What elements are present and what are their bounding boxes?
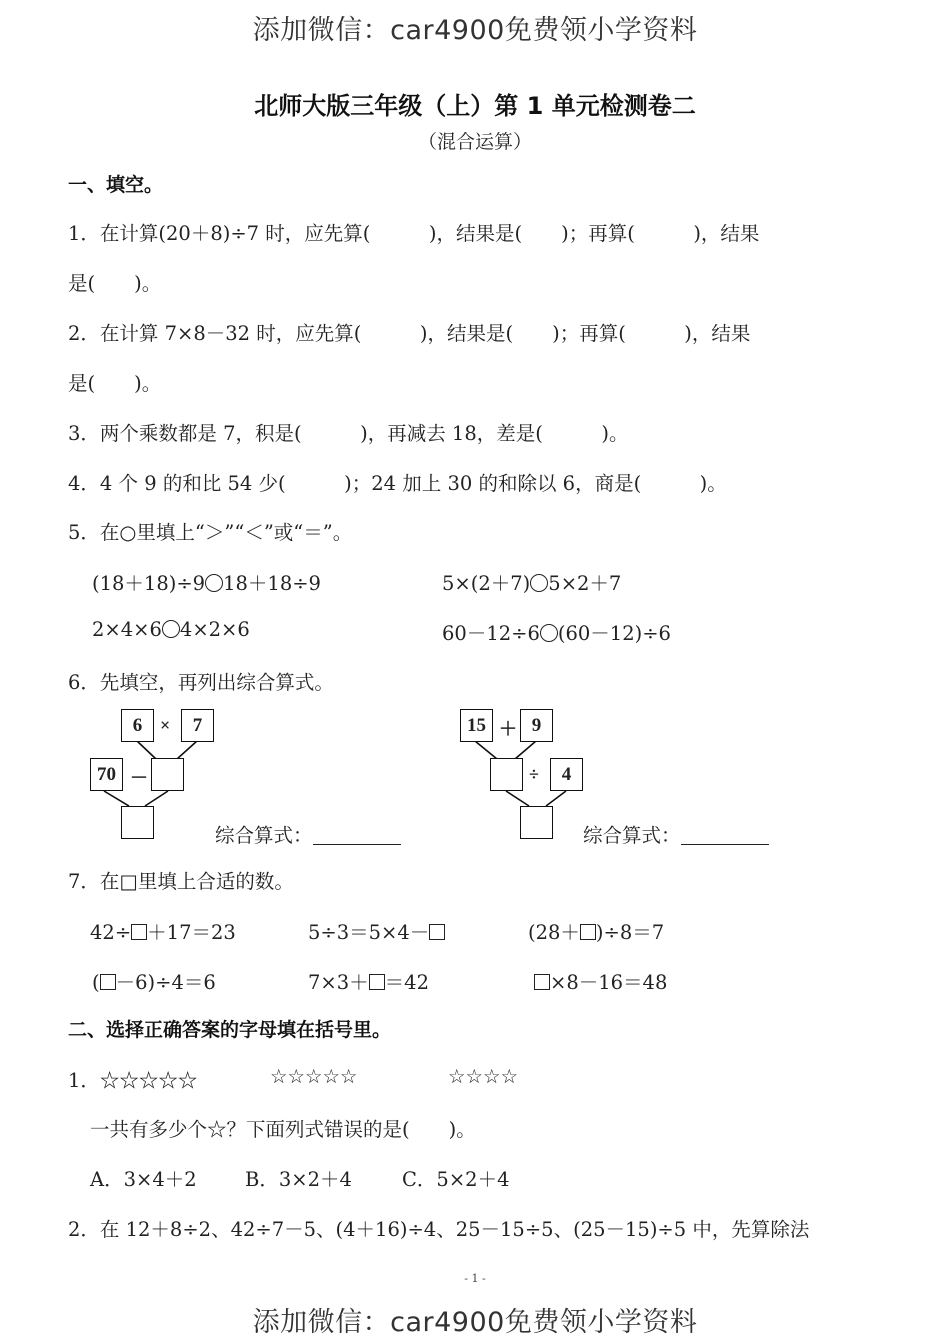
fill-box-pre: ( [92,971,100,994]
tree-2-op-1: ＋ [499,719,517,739]
compare-circle[interactable] [205,574,223,592]
star-group-1: 1．☆☆☆☆☆ [68,1069,198,1092]
tree-1-result-box[interactable] [121,806,154,839]
fill-box[interactable] [429,924,445,940]
tree-2-box-a: 15 [460,709,493,742]
page-title: 北师大版三年级（上）第 1 单元检测卷二 [254,92,696,120]
compare-right: 18＋18÷9 [223,572,321,595]
fill-box[interactable] [534,974,550,990]
compare-circle[interactable] [540,624,558,642]
section-2-heading: 二、选择正确答案的字母填在括号里。 [68,1019,392,1041]
compare-circle[interactable] [530,574,548,592]
compare-right: 4×2×6 [179,618,250,641]
fill-box-post: )÷8＝7 [595,921,665,944]
section-2-question-1: 一共有多少个☆？下面列式错误的是( )。 [90,1118,476,1141]
tree-1-box-a: 6 [121,709,154,742]
tree-1-op-1: × [160,715,171,735]
question-2-line-1: 2．在计算 7×8－32 时，应先算( )，结果是( )；再算( )，结果 [68,322,751,345]
compare-item [442,568,621,596]
fill-box-item [308,917,445,945]
tree-1-formula [215,820,401,848]
compare-left: (18＋18)÷9 [92,572,206,595]
question-6: 6．先填空，再列出综合算式。 [68,671,334,694]
formula-blank[interactable] [681,843,769,845]
tree-1-box-c: 70 [90,758,123,791]
section-2-question-2: 2．在 12＋8÷2、42÷7－5、(4＋16)÷4、25－15÷5、(25－15)÷5 中，先算除法 [68,1218,810,1241]
question-7: 7．在□里填上合适的数。 [68,870,294,893]
formula-blank[interactable] [313,843,401,845]
section-1-heading: 一、填空。 [68,174,164,196]
fill-box[interactable] [369,974,385,990]
formula-label: 综合算式： [215,824,313,847]
fill-box-item [90,917,236,945]
fill-box-item [92,967,216,995]
compare-item [92,568,321,596]
fill-box-pre: 7×3＋ [308,971,369,994]
tree-2-box-b: 9 [520,709,553,742]
compare-right: (60－12)÷6 [557,622,671,645]
fill-box-post: ＝42 [384,971,429,994]
page-subtitle: （混合运算） [417,131,532,153]
tree-2-result-box[interactable] [520,806,553,839]
fill-box-pre: 5÷3＝5×4－ [308,921,430,944]
question-5: 5．在○里填上“＞”“＜”或“＝”。 [68,521,353,544]
tree-2-formula [583,820,769,848]
compare-right: 5×2＋7 [548,572,622,595]
tree-2-box-c: 4 [550,758,583,791]
page-number: - 1 - [464,1272,486,1285]
compare-left: 2×4×6 [92,618,162,641]
fill-box-post: ×8－16＝48 [550,971,668,994]
question-1-line-2: 是( )。 [68,272,162,295]
fill-box-post: －6)÷4＝6 [115,971,216,994]
question-2-line-2: 是( )。 [68,372,162,395]
fill-box-pre: 42÷ [90,921,132,944]
tree-2-answer-box[interactable] [490,758,523,791]
question-4: 4．4 个 9 的和比 54 少( )；24 加上 30 的和除以 6，商是( )。 [68,472,727,495]
question-1-line-1: 1．在计算(20＋8)÷7 时，应先算( )，结果是( )；再算( )，结果 [68,222,760,245]
option-a: A．3×4＋2 [90,1168,197,1191]
star-group-2: ☆☆☆☆☆ [270,1065,358,1088]
option-c: C．5×2＋4 [402,1168,510,1191]
fill-box-item [528,917,664,945]
fill-box-pre: (28＋ [528,921,580,944]
fill-box[interactable] [100,974,116,990]
question-3: 3．两个乘数都是 7，积是( )，再减去 18，差是( )。 [68,422,629,445]
fill-box[interactable] [131,924,147,940]
formula-label: 综合算式： [583,824,681,847]
option-b: B．3×2＋4 [245,1168,352,1191]
compare-left: 60－12÷6 [442,622,540,645]
star-group-3: ☆☆☆☆ [448,1065,518,1088]
compare-left: 5×(2＋7) [442,572,531,595]
tree-2-op-2: ÷ [529,764,539,784]
fill-box[interactable] [580,924,596,940]
fill-box-post: ＋17＝23 [147,921,236,944]
compare-circle[interactable] [162,620,180,638]
watermark-top: 添加微信：car4900免费领小学资料 [252,15,698,46]
fill-box-item [534,967,667,995]
compare-item [92,618,250,641]
tree-1-box-b: 7 [181,709,214,742]
tree-1-answer-box[interactable] [151,758,184,791]
compare-item [442,618,671,646]
tree-1-op-2: － [130,768,148,788]
watermark-bottom: 添加微信：car4900免费领小学资料 [252,1307,698,1338]
fill-box-item [308,967,429,995]
